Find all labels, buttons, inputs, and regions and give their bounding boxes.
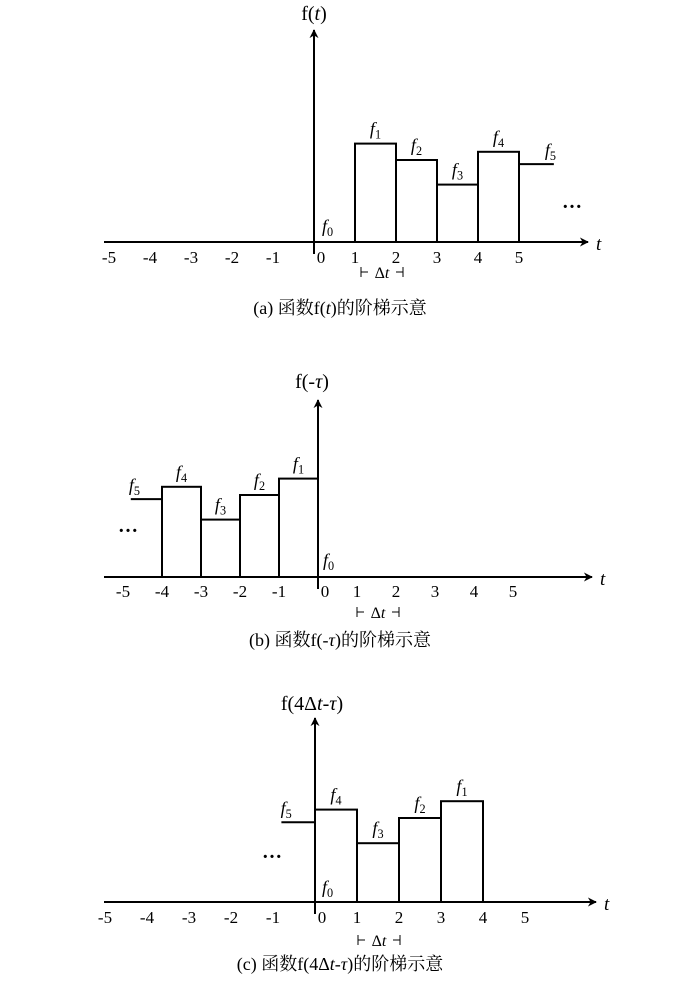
tick-label: 5 (520, 908, 530, 927)
tick-label: 1 (352, 582, 362, 601)
ellipsis: … (118, 515, 138, 537)
tick-label: 3 (436, 908, 446, 927)
tick-label: -4 (142, 248, 158, 267)
caption: (c) 函数f(4Δt-τ)的阶梯示意 (236, 954, 444, 974)
step-label-f5: $f_5$ (544, 140, 556, 164)
y-axis-label: f(4Δt-τ) (280, 693, 344, 715)
step-label-f2: $f_2$ (414, 793, 426, 816)
x-axis-variable: t (600, 569, 606, 590)
tick-label: -1 (271, 582, 287, 601)
tick-label: 1 (350, 248, 360, 267)
ellipsis: … (262, 841, 282, 863)
tick-label: -2 (223, 908, 239, 927)
tick-label: 0 (317, 908, 327, 927)
diagram-c (98, 693, 610, 975)
tick-label: 4 (478, 908, 488, 927)
step-label-f1: $f_1$ (292, 453, 305, 477)
tick-label: 4 (469, 582, 479, 601)
step-label-f4: $f_4$ (330, 784, 342, 808)
origin-label-f0: $f_0$ (322, 216, 334, 239)
step-f3 (357, 843, 399, 902)
step-f4 (162, 487, 201, 577)
tick-label: 2 (391, 582, 401, 601)
step-label-f3: $f_3$ (372, 818, 384, 842)
step-label-f4: $f_4$ (492, 126, 505, 150)
tick-label: -5 (101, 248, 117, 267)
tick-label: -4 (154, 582, 170, 601)
delta-t-label: Δt (370, 605, 386, 622)
step-label-f5: $f_5$ (128, 475, 140, 499)
tick-label: 2 (391, 248, 401, 267)
step-label-f1: $f_1$ (369, 118, 382, 142)
tick-label: -2 (232, 582, 248, 601)
step-label-f5: $f_5$ (280, 798, 292, 822)
tick-label: -5 (115, 582, 131, 601)
step-label-f2: $f_2$ (253, 470, 266, 493)
tick-label: -2 (224, 248, 240, 267)
step-label-f3: $f_3$ (214, 494, 227, 518)
step-f2 (240, 495, 279, 577)
tick-label: -5 (97, 908, 113, 927)
step-label-f3: $f_3$ (451, 159, 464, 183)
ellipsis: … (562, 191, 582, 213)
tick-label: -1 (265, 908, 281, 927)
step-f2 (396, 160, 437, 242)
diagram-b (104, 371, 606, 651)
step-f1 (279, 479, 318, 577)
step-label-f1: $f_1$ (456, 776, 468, 800)
tick-label: 0 (316, 248, 326, 267)
x-axis-variable: t (604, 894, 610, 915)
tick-label: 4 (473, 248, 483, 267)
tick-label: 1 (352, 908, 362, 927)
tick-label: -3 (193, 582, 209, 601)
caption: (b) 函数f(-τ)的阶梯示意 (249, 630, 431, 650)
y-axis-label: f(-τ) (295, 371, 329, 393)
step-f2 (399, 818, 441, 902)
diagram-a (102, 3, 602, 319)
tick-label: -3 (183, 248, 199, 267)
origin-label-f0: $f_0$ (323, 550, 335, 573)
delta-t-label: Δt (371, 933, 387, 950)
step-label-f2: $f_2$ (410, 135, 423, 158)
tick-label: -3 (181, 908, 197, 927)
caption: (a) 函数f(t)的阶梯示意 (253, 298, 427, 318)
tick-label: 0 (320, 582, 330, 601)
tick-label: 2 (394, 908, 404, 927)
tick-label: 3 (432, 248, 442, 267)
x-axis-variable: t (596, 234, 602, 255)
step-label-f4: $f_4$ (175, 461, 188, 485)
delta-t-label: Δt (374, 265, 390, 282)
step-f3 (437, 185, 478, 242)
step-f1 (441, 801, 483, 902)
tick-label: -1 (265, 248, 281, 267)
origin-label-f0: $f_0$ (322, 877, 334, 900)
step-f4 (478, 152, 519, 242)
step-f3 (201, 520, 240, 577)
step-f1 (355, 144, 396, 242)
tick-label: 3 (430, 582, 440, 601)
tick-label: 5 (508, 582, 518, 601)
tick-label: 5 (514, 248, 524, 267)
y-axis-label: f(t) (301, 3, 327, 25)
tick-label: -4 (139, 908, 155, 927)
